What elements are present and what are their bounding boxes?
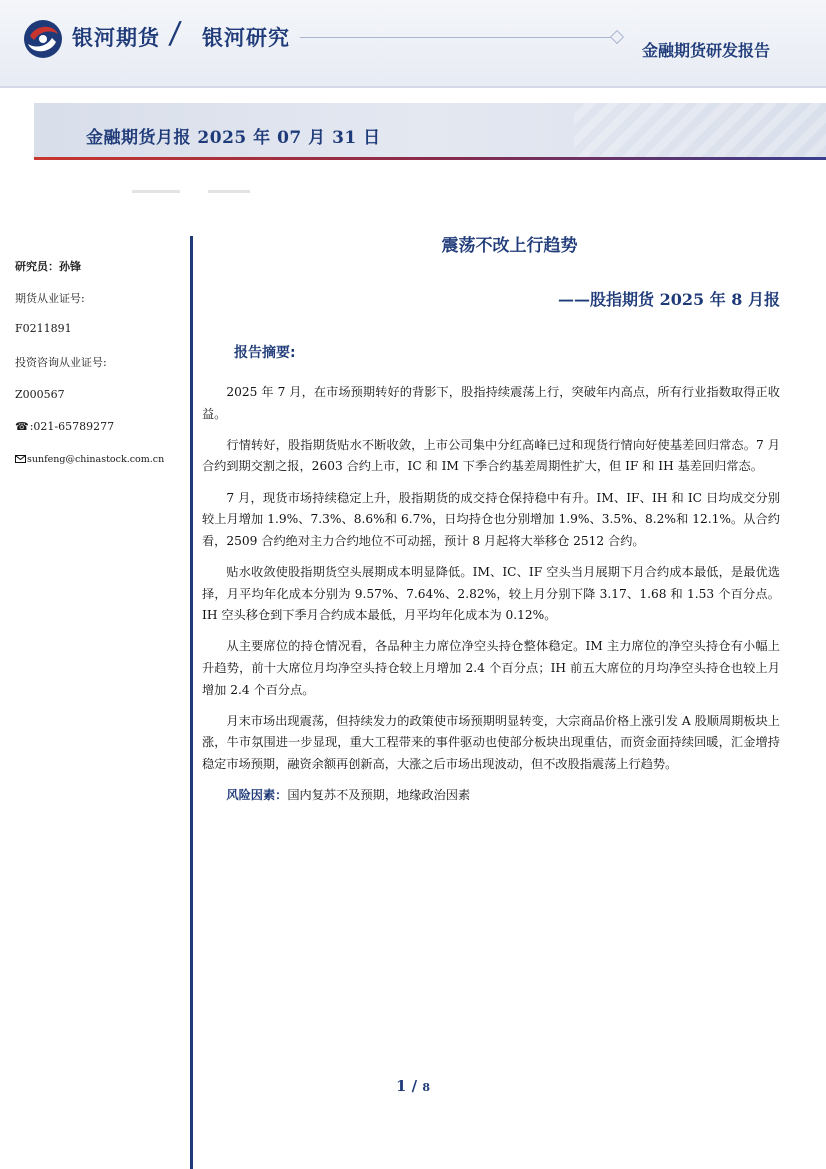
page-separator: / (411, 1077, 418, 1095)
risk-text: 国内复苏不及预期，地缘政治因素 (287, 788, 471, 803)
risk-factors (202, 785, 780, 807)
abstract-body (202, 382, 780, 816)
risk-label: 风险因素： (226, 788, 288, 803)
header-divider (0, 86, 826, 88)
advisory-label: 投资咨询从业证号: (15, 356, 107, 369)
faint-mark (132, 190, 180, 193)
diamond-icon (610, 30, 624, 44)
brand-primary: 银河期货 (72, 26, 160, 50)
phone-icon: ☎ (15, 420, 29, 433)
phone-number: :021-65789277 (29, 420, 115, 433)
paragraph: 贴水收敛使股指期货空头展期成本明显降低。IM、IC、IF 空头当月展期下月合约成本最低，是最优选择，月平均年化成本分别为 9.57%、7.64%、2.82%，较上月分别下降 3.17、1.68 和 1.53 个百分点。IH 空头移仓到下季月合约成本最低，月平均年化成本为 0.12%。 (202, 564, 780, 623)
email-row[interactable] (15, 454, 164, 465)
advisory-number: Z000567 (15, 388, 65, 401)
galaxy-logo-icon (22, 18, 64, 60)
license-number: F0211891 (15, 322, 72, 335)
paragraph: 7 月，现货市场持续稳定上升，股指期货的成交持仓保持稳中有升。IM、IF、IH 和 IC 日均成交分别较上月增加 1.9%、7.3%、8.6%和 6.7%，日均持仓也分别增加 1.9%、3.5%、8.2%和 12.1%。从合约看，2509 合约绝对主力合约地位不可动摇，预计 8 月起将大举移仓 2512 合约。 (202, 490, 780, 548)
phone-row (15, 420, 114, 433)
brand-separator: / (167, 16, 183, 51)
paragraph: 2025 年 7 月，在市场预期转好的背影下，股指持续震荡上行，突破年内高点，所有行业指数取得正收益。 (202, 385, 780, 421)
paragraph: 从主要席位的持仓情况看，各品种主力席位净空头持仓整体稳定。IM 主力席位的净空头持仓有小幅上升趋势，前十大席位月均净空头持仓较上月增加 2.4 个百分点；IH 前五大席位的月均净空头持仓也较上月增加 2.4 个百分点。 (202, 639, 780, 697)
header-band (0, 0, 826, 88)
report-category: 金融期货研发报告 (641, 41, 770, 60)
analyst-name: 研究员：孙锋 (15, 260, 81, 273)
faint-mark (208, 190, 250, 193)
email-icon (15, 455, 26, 463)
date-band-rule (34, 157, 826, 160)
page-number (396, 1077, 430, 1095)
paragraph: 月末市场出现震荡，但持续发力的政策使市场预期明显转变，大宗商品价格上涨引发 A 股顺周期板块上涨，牛市氛围进一步显现，重大工程带来的事件驱动也使部分板块出现重估，而资金面持续回暖，汇金增持稳定市场预期，融资余额再创新高，大涨之后市场出现波动，但不改股指震荡上行趋势。 (202, 713, 780, 771)
report-title: 震荡不改上行趋势 (441, 236, 578, 256)
license-label: 期货从业证号: (15, 292, 85, 305)
brand-secondary: 银河研究 (202, 26, 290, 50)
column-divider (190, 236, 193, 1169)
date-band-pattern (574, 103, 826, 157)
report-date-title: 金融期货月报 2025 年 07 月 31 日 (86, 128, 381, 148)
current-page: 1 (396, 1077, 407, 1095)
paragraph: 行情转好，股指期货贴水不断收敛，上市公司集中分红高峰已过和现货行情向好使基差回归常态。7 月合约到期交割之报，2603 合约上市，IC 和 IM 下季合约基差周期性扩大，但 IF 和 IH 基差回归常态。 (202, 437, 780, 474)
report-subtitle: ——股指期货 2025 年 8 月报 (558, 290, 780, 309)
total-pages: 8 (422, 1081, 431, 1094)
email-address[interactable]: sunfeng@chinastock.com.cn (27, 454, 165, 465)
abstract-heading: 报告摘要: (234, 345, 296, 361)
header-decor-line (300, 37, 612, 38)
